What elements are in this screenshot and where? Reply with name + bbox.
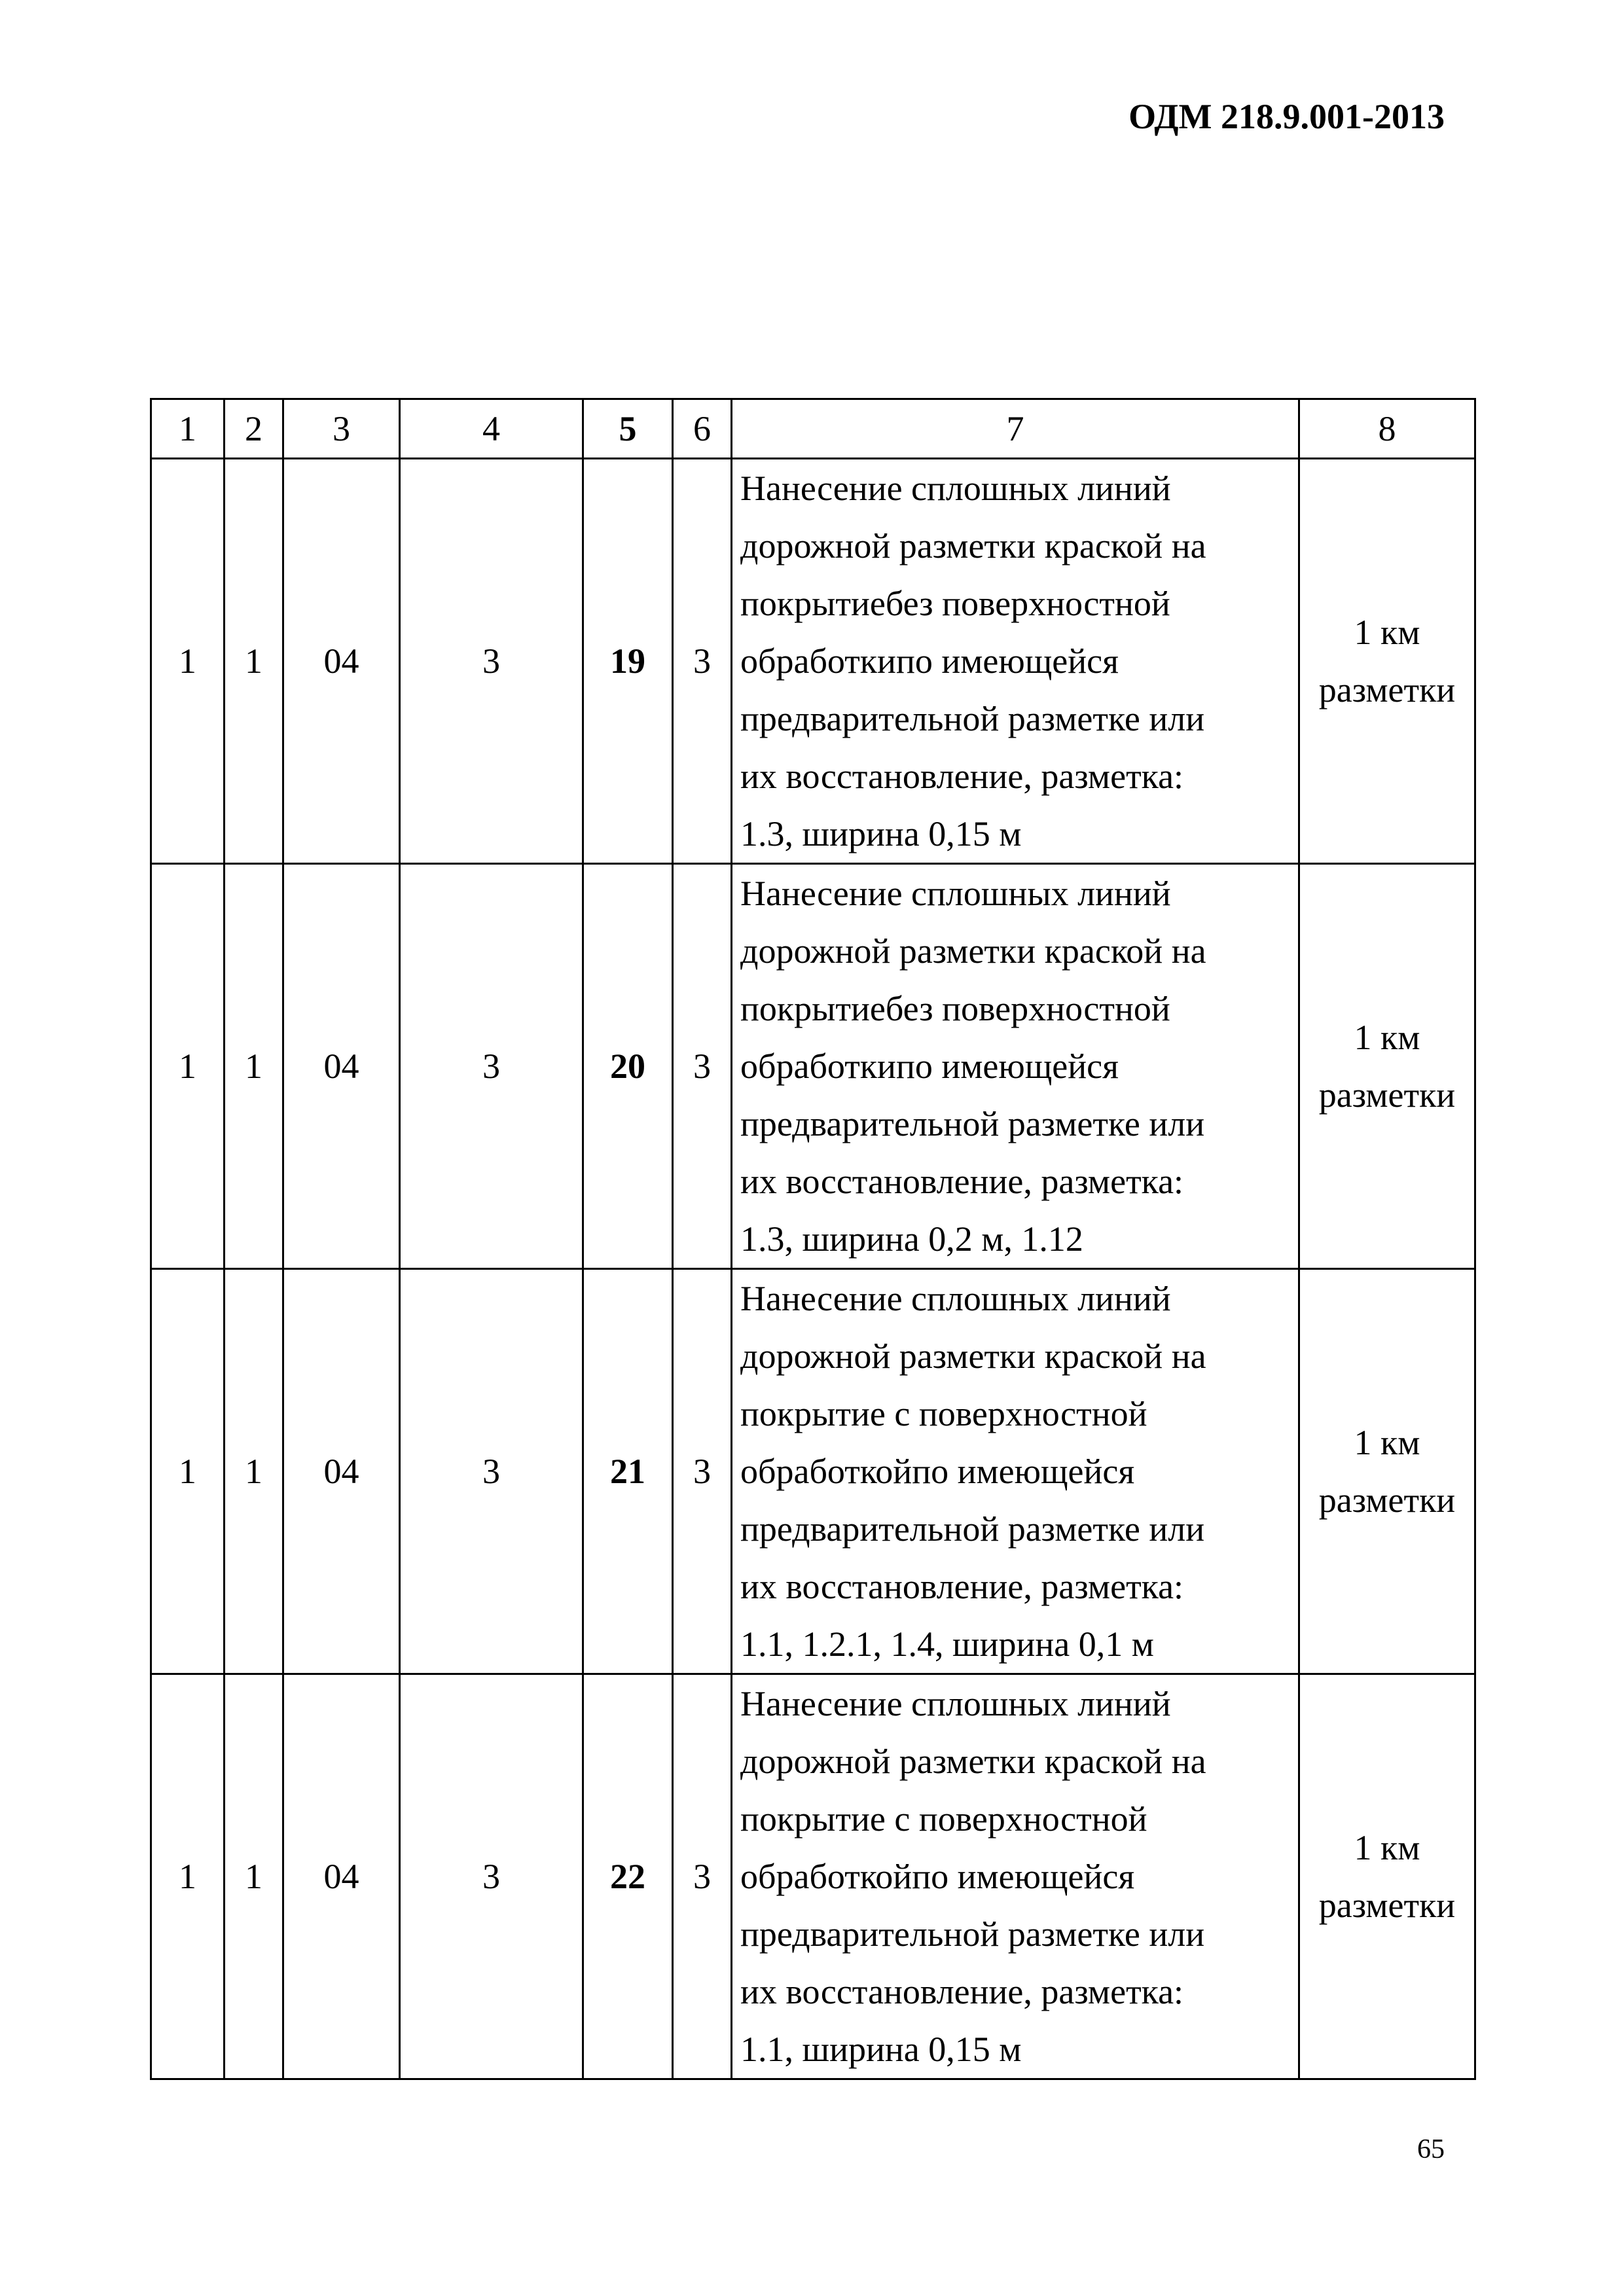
column-header: 6 xyxy=(673,399,732,459)
cell-description xyxy=(732,1674,1299,2079)
page-number: 65 xyxy=(1417,2134,1445,2164)
description-line: Нанесение сплошных линий xyxy=(740,469,1171,508)
description-line: их восстановление, разметка: xyxy=(740,1162,1184,1201)
cell-description xyxy=(732,459,1299,864)
unit-line: разметки xyxy=(1318,670,1456,709)
description-line: Нанесение сплошных линий xyxy=(740,1279,1171,1318)
unit-line: разметки xyxy=(1318,1886,1456,1925)
cell-col-3: 04 xyxy=(283,459,400,864)
cell-unit xyxy=(1299,459,1475,864)
description-line: предварительной разметке или xyxy=(740,1509,1205,1549)
cell-col-4: 3 xyxy=(400,1674,583,2079)
cell-col-2: 1 xyxy=(225,1269,283,1674)
unit-line: 1 км xyxy=(1354,1018,1420,1057)
cell-col-4: 3 xyxy=(400,1269,583,1674)
cell-col-6: 3 xyxy=(673,1269,732,1674)
cell-col-1: 1 xyxy=(151,1674,225,2079)
description-line: дорожной разметки краской на xyxy=(740,1336,1206,1376)
cell-col-5: 22 xyxy=(583,1674,673,2079)
cell-col-1: 1 xyxy=(151,864,225,1269)
cell-unit xyxy=(1299,864,1475,1269)
column-header: 2 xyxy=(225,399,283,459)
description-line: дорожной разметки краской на xyxy=(740,1742,1206,1781)
cell-col-3: 04 xyxy=(283,1674,400,2079)
cell-col-1: 1 xyxy=(151,459,225,864)
description-line: обработкойпо имеющейся xyxy=(740,1452,1135,1491)
column-header: 4 xyxy=(400,399,583,459)
cell-col-5: 19 xyxy=(583,459,673,864)
description-line: покрытиебез поверхностной xyxy=(740,584,1170,623)
unit-line: 1 км xyxy=(1354,1423,1420,1462)
cell-col-4: 3 xyxy=(400,459,583,864)
description-line: 1.3, ширина 0,2 м, 1.12 xyxy=(740,1219,1083,1259)
unit-line: разметки xyxy=(1318,1480,1456,1520)
cell-col-1: 1 xyxy=(151,1269,225,1674)
table-row xyxy=(151,459,1475,864)
markings-table xyxy=(150,398,1476,2080)
cell-description xyxy=(732,864,1299,1269)
document-code: ОДМ 218.9.001-2013 xyxy=(1128,97,1445,136)
description-line: обработкойпо имеющейся xyxy=(740,1857,1135,1896)
cell-unit xyxy=(1299,1269,1475,1674)
description-line: их восстановление, разметка: xyxy=(740,757,1184,796)
unit-line: 1 км xyxy=(1354,613,1420,652)
description-line: покрытие с поверхностной xyxy=(740,1394,1147,1433)
cell-col-3: 04 xyxy=(283,864,400,1269)
cell-col-3: 04 xyxy=(283,1269,400,1674)
description-line: обработкипо имеющейся xyxy=(740,641,1119,681)
column-header: 5 xyxy=(583,399,673,459)
description-line: покрытиебез поверхностной xyxy=(740,989,1170,1028)
column-header: 1 xyxy=(151,399,225,459)
cell-col-4: 3 xyxy=(400,864,583,1269)
description-line: Нанесение сплошных линий xyxy=(740,1684,1171,1723)
description-line: дорожной разметки краской на xyxy=(740,931,1206,971)
description-line: 1.1, 1.2.1, 1.4, ширина 0,1 м xyxy=(740,1624,1154,1664)
description-line: предварительной разметке или xyxy=(740,699,1205,738)
column-header: 8 xyxy=(1299,399,1475,459)
description-line: предварительной разметке или xyxy=(740,1104,1205,1143)
cell-col-5: 20 xyxy=(583,864,673,1269)
cell-col-6: 3 xyxy=(673,1674,732,2079)
description-line: Нанесение сплошных линий xyxy=(740,874,1171,913)
cell-col-2: 1 xyxy=(225,864,283,1269)
description-line: 1.1, ширина 0,15 м xyxy=(740,2030,1022,2069)
description-line: предварительной разметке или xyxy=(740,1914,1205,1954)
description-line: дорожной разметки краской на xyxy=(740,526,1206,565)
description-line: 1.3, ширина 0,15 м xyxy=(740,814,1022,853)
cell-col-2: 1 xyxy=(225,1674,283,2079)
column-header: 7 xyxy=(732,399,1299,459)
cell-col-2: 1 xyxy=(225,459,283,864)
cell-col-6: 3 xyxy=(673,459,732,864)
cell-col-5: 21 xyxy=(583,1269,673,1674)
cell-unit xyxy=(1299,1674,1475,2079)
description-line: обработкипо имеющейся xyxy=(740,1047,1119,1086)
column-header: 3 xyxy=(283,399,400,459)
table-header-row xyxy=(151,399,1475,459)
table-row xyxy=(151,864,1475,1269)
cell-description xyxy=(732,1269,1299,1674)
table-row xyxy=(151,1269,1475,1674)
cell-col-6: 3 xyxy=(673,864,732,1269)
unit-line: 1 км xyxy=(1354,1828,1420,1867)
table-row xyxy=(151,1674,1475,2079)
description-line: покрытие с поверхностной xyxy=(740,1799,1147,1839)
description-line: их восстановление, разметка: xyxy=(740,1972,1184,2011)
unit-line: разметки xyxy=(1318,1075,1456,1115)
description-line: их восстановление, разметка: xyxy=(740,1567,1184,1606)
